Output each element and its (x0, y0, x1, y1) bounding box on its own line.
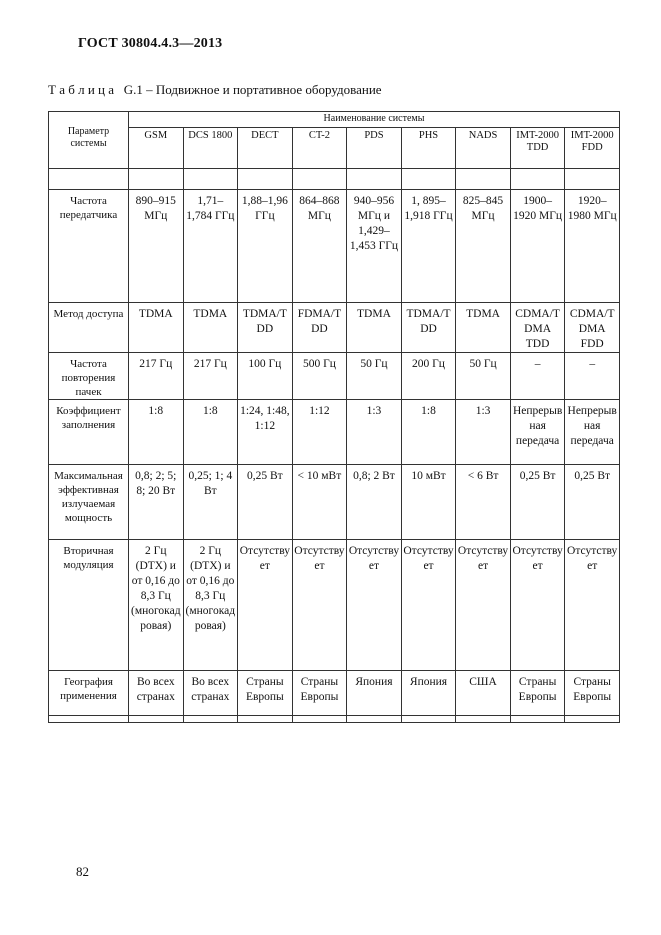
system-header: GSM (129, 128, 184, 169)
table-cell: Отсутствует (401, 540, 456, 671)
table-caption (48, 82, 382, 98)
table-cell: Япония (347, 671, 402, 716)
table-cell: 10 мВт (401, 465, 456, 540)
table-cell: 1, 895–1,918 ГГц (401, 190, 456, 303)
table-cell: 0,25 Вт (238, 465, 293, 540)
page-number: 82 (76, 864, 89, 879)
table-cell: 825–845 МГц (456, 190, 511, 303)
table-cell: TDMA (347, 303, 402, 353)
table-cell: Отсутствует (565, 540, 620, 671)
table-cell: FDMA/TDD (292, 303, 347, 353)
table-end-row (49, 716, 620, 723)
table-cell: TDMA/TDD (238, 303, 293, 353)
table-cell: 500 Гц (292, 353, 347, 400)
table-row (49, 190, 620, 303)
table-cell: Во всех странах (129, 671, 184, 716)
system-header: NADS (456, 128, 511, 169)
table-cell: 50 Гц (456, 353, 511, 400)
table-cell: 1:8 (401, 400, 456, 465)
param-label: Частота повторения пачек (49, 353, 129, 400)
system-header: IMT-2000 FDD (565, 128, 620, 169)
table-cell: 2 Гц (DTX) и от 0,16 до 8,3 Гц (многокадровая) (183, 540, 238, 671)
param-label: Максимальная эффективная излучаемая мощность (49, 465, 129, 540)
table-cell: 940–956 МГц и 1,429–1,453 ГГц (347, 190, 402, 303)
table-cell: TDMA (129, 303, 184, 353)
param-label: География применения (49, 671, 129, 716)
table-cell: 0,25; 1; 4 Вт (183, 465, 238, 540)
table-cell: TDMA (456, 303, 511, 353)
table-cell: < 10 мВт (292, 465, 347, 540)
system-header: DECT (238, 128, 293, 169)
table-cell: 217 Гц (183, 353, 238, 400)
table-cell: Страны Европы (510, 671, 565, 716)
system-header: CT-2 (292, 128, 347, 169)
table-cell: Непрерывная передача (565, 400, 620, 465)
table-cell: 0,25 Вт (510, 465, 565, 540)
system-header: IMT-2000 TDD (510, 128, 565, 169)
table-cell: 1:8 (129, 400, 184, 465)
table-cell: Отсутствует (238, 540, 293, 671)
table-cell: 1900–1920 МГц (510, 190, 565, 303)
param-label: Частота передатчика (49, 190, 129, 303)
param-column-header: Параметр системы (49, 112, 129, 169)
table-cell: CDMA/TDMA FDD (565, 303, 620, 353)
param-label: Вторичная модуляция (49, 540, 129, 671)
table-cell: Отсутствует (456, 540, 511, 671)
table-cell: 1920–1980 МГц (565, 190, 620, 303)
table-cell: 1:3 (347, 400, 402, 465)
table-cell: 200 Гц (401, 353, 456, 400)
table-row (49, 540, 620, 671)
table-cell: – (510, 353, 565, 400)
table-cell: Отсутствует (347, 540, 402, 671)
table-cell: Страны Европы (292, 671, 347, 716)
table-cell: – (565, 353, 620, 400)
table-row (49, 303, 620, 353)
table-cell: CDMA/TDMA TDD (510, 303, 565, 353)
table-cell: 890–915 МГц (129, 190, 184, 303)
table-cell: < 6 Вт (456, 465, 511, 540)
table-cell: 0,25 Вт (565, 465, 620, 540)
table-cell: 1:24, 1:48, 1:12 (238, 400, 293, 465)
table-cell: 100 Гц (238, 353, 293, 400)
system-header: PDS (347, 128, 402, 169)
table-cell: 1:3 (456, 400, 511, 465)
table-cell: Отсутствует (292, 540, 347, 671)
system-header: DCS 1800 (183, 128, 238, 169)
table-cell: Во всех странах (183, 671, 238, 716)
header-gap-row (49, 169, 620, 190)
table-cell: 217 Гц (129, 353, 184, 400)
table-cell: Япония (401, 671, 456, 716)
table-cell: Непрерывная передача (510, 400, 565, 465)
table-cell: США (456, 671, 511, 716)
table-cell: 50 Гц (347, 353, 402, 400)
param-label: Метод доступа (49, 303, 129, 353)
param-label: Коэффициент заполнения (49, 400, 129, 465)
table-cell: Отсутствует (510, 540, 565, 671)
table-row (49, 671, 620, 716)
caption-number: G.1 (123, 82, 143, 97)
table-cell: 1:12 (292, 400, 347, 465)
document-header: ГОСТ 30804.4.3—2013 (78, 36, 223, 51)
table-row (49, 465, 620, 540)
systems-table (48, 111, 620, 723)
table-cell: 0,8; 2 Вт (347, 465, 402, 540)
table-cell: 1,71–1,784 ГГц (183, 190, 238, 303)
table-cell: Страны Европы (238, 671, 293, 716)
table-cell: 2 Гц (DTX) и от 0,16 до 8,3 Гц (многокадровая) (129, 540, 184, 671)
table-cell: 0,8; 2; 5; 8; 20 Вт (129, 465, 184, 540)
table-cell: Страны Европы (565, 671, 620, 716)
system-header: PHS (401, 128, 456, 169)
caption-text: – Подвижное и портативное оборудование (146, 82, 382, 97)
table-cell: 1,88–1,96 ГГц (238, 190, 293, 303)
table-cell: 864–868 МГц (292, 190, 347, 303)
system-name-header: Наименование системы (129, 112, 620, 128)
table-row (49, 353, 620, 400)
table-row (49, 400, 620, 465)
table-cell: 1:8 (183, 400, 238, 465)
caption-label: Т а б л и ц а (48, 82, 114, 97)
table-cell: TDMA (183, 303, 238, 353)
table-cell: TDMA/TDD (401, 303, 456, 353)
